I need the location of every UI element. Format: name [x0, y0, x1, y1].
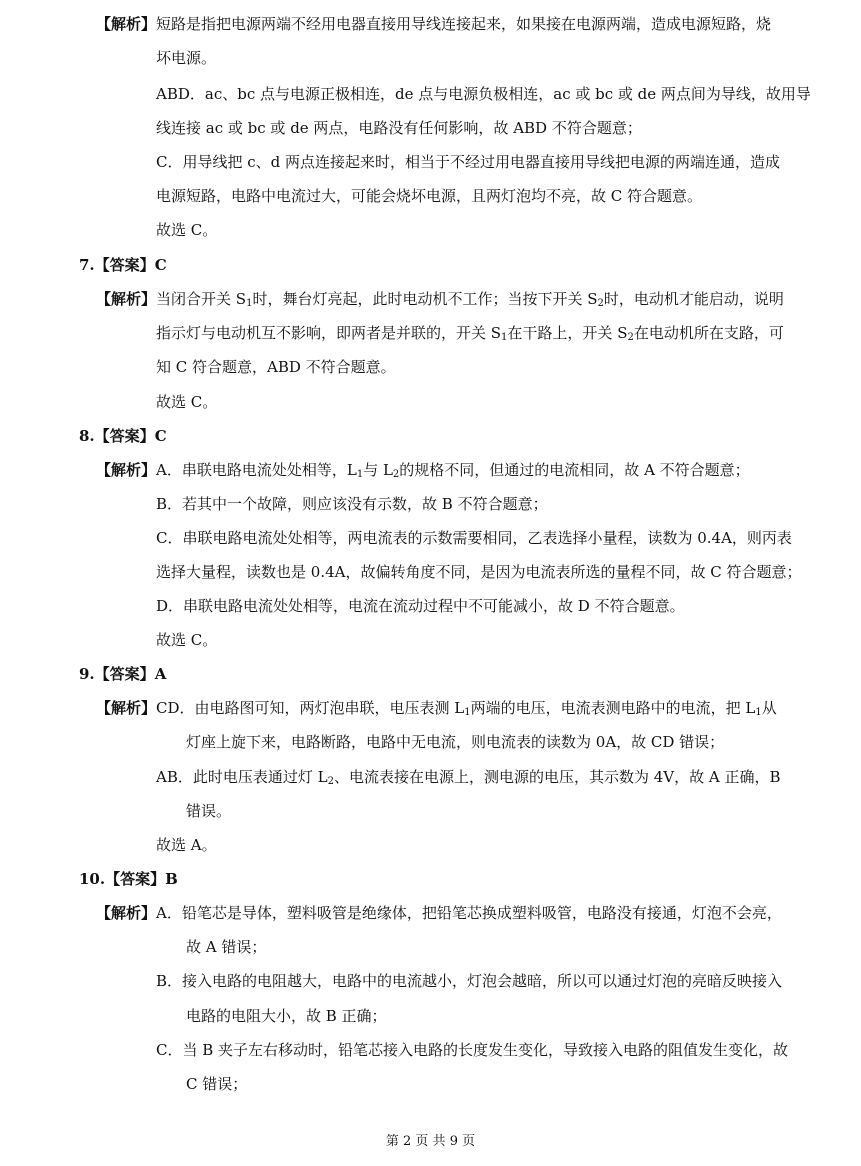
q7-heading: 7.【答案】C	[79, 256, 167, 274]
q8-analysis-line-1: 【解析】A．串联电路电流处处相等，$L_1$与 $L_2$的规格不同，但通过的电流相同，故 A 不符合题意；	[96, 461, 750, 480]
q10-analysis-line-2: 故 A 错误；	[186, 938, 267, 956]
q6-analysis-line-2: 坏电源。	[156, 49, 217, 67]
q6-conclusion: 故选 C。	[156, 221, 218, 239]
analysis-tag: 【解析】	[96, 699, 157, 717]
q7-analysis-line-2: 指示灯与电动机互不影响，即两者是并联的，开关 $S_1$在干路上，开关 $S_2$在电动机所在支路，可	[156, 324, 784, 343]
q6-analysis-line-6: 电源短路，电路中电流过大，可能会烧坏电源，且两灯泡均不亮，故 C 符合题意。	[156, 187, 703, 205]
q6-analysis-line-3: ABD．ac、bc 点与电源正极相连，de 点与电源负极相连，ac 或 bc 或 de 两点间为导线，故用导	[156, 85, 811, 103]
q8-answer: C	[154, 427, 167, 445]
q6-analysis-line-4: 线连接 ac 或 bc 或 de 两点，电路没有任何影响，故 ABD 不符合题意；	[156, 119, 642, 137]
q8-heading: 8.【答案】C	[79, 427, 167, 445]
q6-analysis-line-5: C．用导线把 c、d 两点连接起来时，相当于不经过用电器直接用导线把电源的两端连通，造成	[156, 153, 781, 171]
q10-answer: B	[165, 870, 178, 888]
q9-analysis-line-3: AB．此时电压表通过灯 $L_2$、电流表接在电源上，测电源的电压，其示数为 4V，故 A 正确，B	[156, 768, 781, 787]
q8-analysis-line-3: C．串联电路电流处处相等，两电流表的示数需要相同，乙表选择小量程，读数为 0.4A，则丙表	[156, 529, 792, 547]
analysis-tag: 【解析】	[96, 290, 157, 308]
analysis-tag: 【解析】	[96, 904, 157, 922]
q8-conclusion: 故选 C。	[156, 631, 218, 649]
q8-analysis-line-2: B．若其中一个故障，则应该没有示数，故 B 不符合题意；	[156, 495, 548, 513]
q10-analysis-line-1: 【解析】A．铅笔芯是导体，塑料吸管是绝缘体，把铅笔芯换成塑料吸管，电路没有接通，灯泡不会亮，	[96, 904, 782, 922]
analysis-tag: 【解析】	[96, 461, 157, 479]
q7-conclusion: 故选 C。	[156, 393, 218, 411]
q7-analysis-line-3: 知 C 符合题意，ABD 不符合题意。	[156, 358, 396, 376]
q9-analysis-line-2: 灯座上旋下来，电路断路，电路中无电流，则电流表的读数为 0A，故 CD 错误；	[186, 733, 725, 751]
q6-analysis-line-1: 【解析】短路是指把电源两端不经用电器直接用导线连接起来，如果接在电源两端，造成电源短路，烧	[96, 15, 772, 33]
page-number: 第 2 页 共 9 页	[385, 1134, 476, 1149]
q7-analysis-line-1: 【解析】当闭合开关 $S_1$时，舞台灯亮起，此时电动机不工作；当按下开关 $S_2$时，电动机才能启动，说明	[96, 290, 784, 309]
q9-answer: A	[154, 665, 167, 683]
q10-analysis-line-3: B．接入电路的电阻越大，电路中的电流越小，灯泡会越暗，所以可以通过灯泡的亮暗反映接入	[156, 972, 783, 990]
q9-heading: 9.【答案】A	[79, 665, 167, 683]
q9-analysis-line-4: 错误。	[186, 802, 232, 820]
q8-analysis-line-4: 选择大量程，读数也是 0.4A，故偏转角度不同，是因为电流表所选的量程不同，故 C 符合题意；	[156, 563, 802, 581]
q7-answer: C	[154, 256, 167, 274]
q10-analysis-line-6: C 错误；	[186, 1075, 248, 1093]
q9-analysis-line-1: 【解析】CD．由电路图可知，两灯泡串联，电压表测 $L_1$两端的电压，电流表测电路中的电流，把 $L_1$从	[96, 699, 777, 718]
q10-analysis-line-4: 电路的电阻大小，故 B 正确；	[186, 1007, 387, 1025]
q8-analysis-line-5: D．串联电路电流处处相等，电流在流动过程中不可能减小，故 D 不符合题意。	[156, 597, 685, 615]
analysis-tag: 【解析】	[96, 15, 157, 33]
q10-heading: 10.【答案】B	[79, 870, 178, 888]
q9-conclusion: 故选 A。	[156, 836, 217, 854]
q10-analysis-line-5: C．当 B 夹子左右移动时，铅笔芯接入电路的长度发生变化，导致接入电路的阻值发生变化，故	[156, 1041, 789, 1059]
